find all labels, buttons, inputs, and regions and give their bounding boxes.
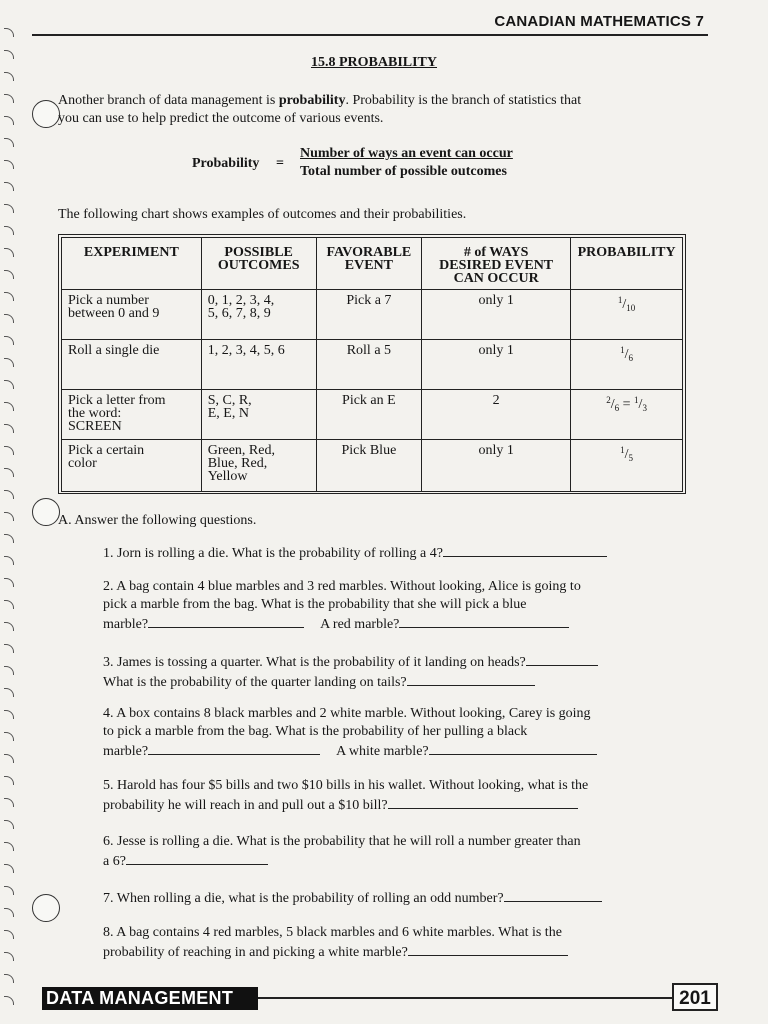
event-cell: Pick an E xyxy=(316,390,422,440)
outcomes-cell: S, C, R, E, E, N xyxy=(201,390,316,440)
outcomes-cell: Green, Red, Blue, Red, Yellow xyxy=(201,440,316,492)
table-header-cell: FAVORABLE EVENT xyxy=(316,238,422,290)
ways-cell: only 1 xyxy=(422,440,571,492)
experiment-cell: Pick a certain color xyxy=(62,440,202,492)
ways-cell: only 1 xyxy=(422,340,571,390)
answer-blank-secondary[interactable] xyxy=(429,741,597,755)
punch-hole-top xyxy=(32,100,60,128)
experiment-cell: Roll a single die xyxy=(62,340,202,390)
answer-blank[interactable] xyxy=(148,614,304,628)
binder-margin xyxy=(4,14,20,1014)
outcomes-cell: 1, 2, 3, 4, 5, 6 xyxy=(201,340,316,390)
question-item: 7. When rolling a die, what is the probability of rolling an odd number? xyxy=(103,888,693,908)
ways-cell: 2 xyxy=(422,390,571,440)
running-head: CANADIAN MATHEMATICS 7 xyxy=(494,13,704,30)
question-item: 4. A box contains 8 black marbles and 2 white marble. Without looking, Carey is going to pick a marble from the bag. What is the probability of her pulling a black marble? A white marble? xyxy=(103,705,693,761)
probability-table xyxy=(58,234,686,494)
footer-section-badge: DATA MANAGEMENT xyxy=(42,987,258,1010)
table-row xyxy=(62,390,683,440)
question-item: 5. Harold has four $5 bills and two $10 bills in his wallet. Without looking, what is the probability he will reach in and pull out a $10 bill? xyxy=(103,778,589,813)
table-row xyxy=(62,440,683,492)
question-item: 1. Jorn is rolling a die. What is the probability of rolling a 4? xyxy=(103,543,693,563)
intro-paragraph: Another branch of data management is probability. Probability is the branch of statistics that you can use to help predict the outcome of various events. xyxy=(58,93,582,126)
event-cell: Roll a 5 xyxy=(316,340,422,390)
formula-denominator: Total number of possible outcomes xyxy=(300,164,507,179)
table-row xyxy=(62,340,683,390)
event-cell: Pick Blue xyxy=(316,440,422,492)
ways-cell: only 1 xyxy=(422,290,571,340)
question-item: 6. Jesse is rolling a die. What is the probability that he will roll a number greater than a 6? xyxy=(103,834,581,869)
punch-hole-bottom xyxy=(32,894,60,922)
chart-intro: The following chart shows examples of outcomes and their probabilities. xyxy=(58,207,467,222)
page-number: 201 xyxy=(672,983,718,1011)
part-a-label: A. Answer the following questions. xyxy=(58,513,257,528)
probability-cell: $^1/_5$ xyxy=(571,440,683,492)
header-rule xyxy=(32,34,708,36)
answer-blank[interactable] xyxy=(388,795,578,809)
term-probability: probability xyxy=(278,93,346,108)
event-cell: Pick a 7 xyxy=(316,290,422,340)
section-title: 15.8 PROBABILITY xyxy=(310,55,438,70)
table-header-cell: POSSIBLE OUTCOMES xyxy=(201,238,316,290)
punch-hole-middle xyxy=(32,498,60,526)
table-header-cell: # of WAYS DESIRED EVENT CAN OCCUR xyxy=(422,238,571,290)
formula-label: Probability xyxy=(192,156,260,171)
probability-cell: $^1/_{10}$ xyxy=(571,290,683,340)
footer-rule xyxy=(258,997,672,999)
probability-cell: $^2/_6 = ^1/_3$ xyxy=(571,390,683,440)
experiment-cell: Pick a number between 0 and 9 xyxy=(62,290,202,340)
answer-blank[interactable] xyxy=(148,741,320,755)
answer-blank[interactable] xyxy=(407,672,535,686)
formula-numerator: Number of ways an event can occur xyxy=(300,146,513,161)
answer-blank[interactable] xyxy=(126,851,268,865)
question-item: 3. James is tossing a quarter. What is the probability of it landing on heads? What is the probability of the quarter landing on tails? xyxy=(103,652,693,692)
question-item: 2. A bag contain 4 blue marbles and 3 red marbles. Without looking, Alice is going to pick a marble from the bag. What is the probability that she will pick a blue marble? A red marble? xyxy=(103,579,581,632)
table-header-cell: EXPERIMENT xyxy=(62,238,202,290)
formula-equals: = xyxy=(276,156,284,171)
answer-blank[interactable] xyxy=(408,942,568,956)
answer-blank[interactable] xyxy=(504,888,602,902)
question-item: 8. A bag contains 4 red marbles, 5 black marbles and 6 white marbles. What is the probability of reaching in and picking a white marble? xyxy=(103,924,693,962)
answer-blank-secondary[interactable] xyxy=(399,614,569,628)
table-header-cell: PROBABILITY xyxy=(571,238,683,290)
experiment-cell: Pick a letter from the word: SCREEN xyxy=(62,390,202,440)
probability-cell: $^1/_6$ xyxy=(571,340,683,390)
table-row xyxy=(62,290,683,340)
outcomes-cell: 0, 1, 2, 3, 4, 5, 6, 7, 8, 9 xyxy=(201,290,316,340)
answer-blank[interactable] xyxy=(443,543,607,557)
answer-blank[interactable] xyxy=(526,652,598,666)
